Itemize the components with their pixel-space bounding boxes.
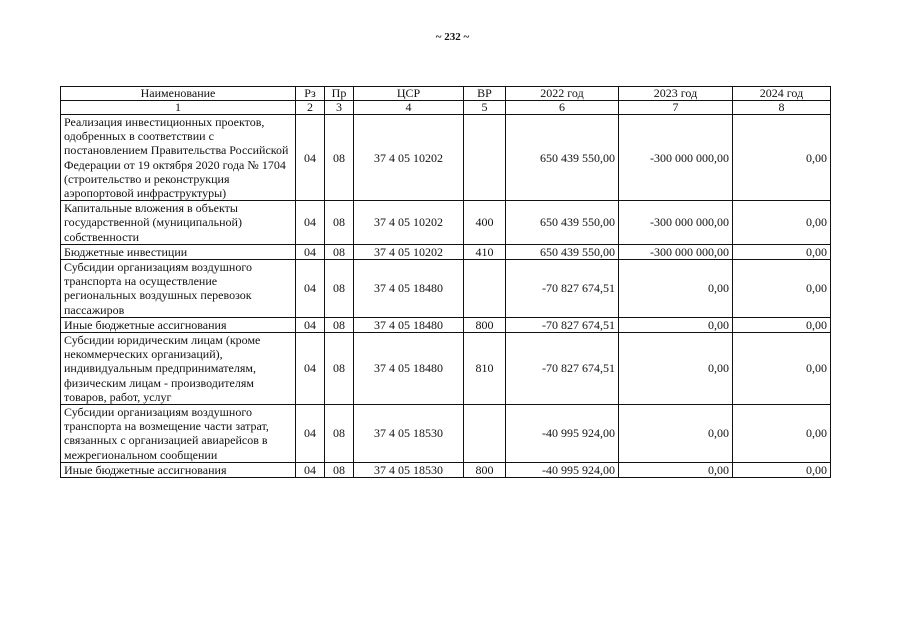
- row-2024: 0,00: [733, 333, 831, 405]
- column-number: 6: [506, 101, 619, 115]
- table-row: [61, 201, 831, 245]
- row-vr: [464, 260, 506, 318]
- row-pr: 08: [325, 333, 354, 405]
- row-pr: 08: [325, 115, 354, 201]
- row-2022: 650 439 550,00: [506, 244, 619, 259]
- row-name: Иные бюджетные ассигнования: [61, 462, 296, 477]
- row-2024: 0,00: [733, 201, 831, 245]
- row-vr: 800: [464, 462, 506, 477]
- row-pr: 08: [325, 201, 354, 245]
- row-2023: 0,00: [619, 317, 733, 332]
- row-2022: 650 439 550,00: [506, 115, 619, 201]
- row-2023: 0,00: [619, 260, 733, 318]
- row-2022: -40 995 924,00: [506, 405, 619, 463]
- row-csr: 37 4 05 10202: [354, 244, 464, 259]
- page-number: ~ 232 ~: [435, 31, 470, 43]
- row-rz: 04: [296, 333, 325, 405]
- table-row: [61, 405, 831, 463]
- row-2024: 0,00: [733, 462, 831, 477]
- row-2024: 0,00: [733, 244, 831, 259]
- row-2024: 0,00: [733, 317, 831, 332]
- row-2023: 0,00: [619, 462, 733, 477]
- row-vr: 810: [464, 333, 506, 405]
- row-2024: 0,00: [733, 115, 831, 201]
- row-2022: -70 827 674,51: [506, 317, 619, 332]
- row-name: Бюджетные инвестиции: [61, 244, 296, 259]
- header-vr: ВР: [464, 87, 506, 101]
- column-number: 1: [61, 101, 296, 115]
- row-vr: [464, 115, 506, 201]
- row-rz: 04: [296, 317, 325, 332]
- row-pr: 08: [325, 317, 354, 332]
- row-pr: 08: [325, 405, 354, 463]
- table-row: [61, 115, 831, 201]
- row-rz: 04: [296, 462, 325, 477]
- row-csr: 37 4 05 18480: [354, 260, 464, 318]
- table-row: [61, 244, 831, 259]
- table-row: [61, 333, 831, 405]
- row-rz: 04: [296, 405, 325, 463]
- row-2022: -70 827 674,51: [506, 333, 619, 405]
- row-name: Субсидии организациям воздушного транспорта на возмещение части затрат, связанных с организацией авиарейсов в межрегиональном сообщении: [61, 405, 296, 463]
- table-row: [61, 260, 831, 318]
- header-2022: 2022 год: [506, 87, 619, 101]
- header-name: Наименование: [61, 87, 296, 101]
- row-2024: 0,00: [733, 405, 831, 463]
- row-vr: 800: [464, 317, 506, 332]
- row-csr: 37 4 05 18530: [354, 405, 464, 463]
- row-pr: 08: [325, 244, 354, 259]
- row-csr: 37 4 05 18480: [354, 333, 464, 405]
- row-csr: 37 4 05 10202: [354, 201, 464, 245]
- row-vr: 410: [464, 244, 506, 259]
- row-name: Субсидии организациям воздушного транспорта на осуществление региональных воздушных перевозок пассажиров: [61, 260, 296, 318]
- header-row: [61, 87, 831, 101]
- header-csr: ЦСР: [354, 87, 464, 101]
- row-pr: 08: [325, 260, 354, 318]
- row-csr: 37 4 05 18480: [354, 317, 464, 332]
- column-number: 5: [464, 101, 506, 115]
- table-row: [61, 317, 831, 332]
- table-row: [61, 462, 831, 477]
- row-csr: 37 4 05 10202: [354, 115, 464, 201]
- row-2024: 0,00: [733, 260, 831, 318]
- header-2024: 2024 год: [733, 87, 831, 101]
- row-2023: -300 000 000,00: [619, 201, 733, 245]
- row-pr: 08: [325, 462, 354, 477]
- header-pr: Пр: [325, 87, 354, 101]
- row-2022: -40 995 924,00: [506, 462, 619, 477]
- column-number-row: [61, 101, 831, 115]
- row-2022: -70 827 674,51: [506, 260, 619, 318]
- header-2023: 2023 год: [619, 87, 733, 101]
- row-rz: 04: [296, 115, 325, 201]
- row-name: Капитальные вложения в объекты государственной (муниципальной) собственности: [61, 201, 296, 245]
- header-rz: Рз: [296, 87, 325, 101]
- row-rz: 04: [296, 201, 325, 245]
- row-vr: 400: [464, 201, 506, 245]
- row-name: Иные бюджетные ассигнования: [61, 317, 296, 332]
- column-number: 2: [296, 101, 325, 115]
- row-rz: 04: [296, 244, 325, 259]
- row-rz: 04: [296, 260, 325, 318]
- column-number: 4: [354, 101, 464, 115]
- column-number: 7: [619, 101, 733, 115]
- column-number: 3: [325, 101, 354, 115]
- row-name: Реализация инвестиционных проектов, одобренных в соответствии с постановлением Правительства Российской Федерации от 19 октября 2020 года № 1704 (строительство и реконструкция аэропортовой инфраструктуры): [61, 115, 296, 201]
- row-2022: 650 439 550,00: [506, 201, 619, 245]
- budget-table: [60, 86, 831, 478]
- row-name: Субсидии юридическим лицам (кроме некоммерческих организаций), индивидуальным предпринимателям, физическим лицам - производителям товаров, работ, услуг: [61, 333, 296, 405]
- row-csr: 37 4 05 18530: [354, 462, 464, 477]
- row-vr: [464, 405, 506, 463]
- row-2023: 0,00: [619, 405, 733, 463]
- row-2023: 0,00: [619, 333, 733, 405]
- row-2023: -300 000 000,00: [619, 244, 733, 259]
- column-number: 8: [733, 101, 831, 115]
- row-2023: -300 000 000,00: [619, 115, 733, 201]
